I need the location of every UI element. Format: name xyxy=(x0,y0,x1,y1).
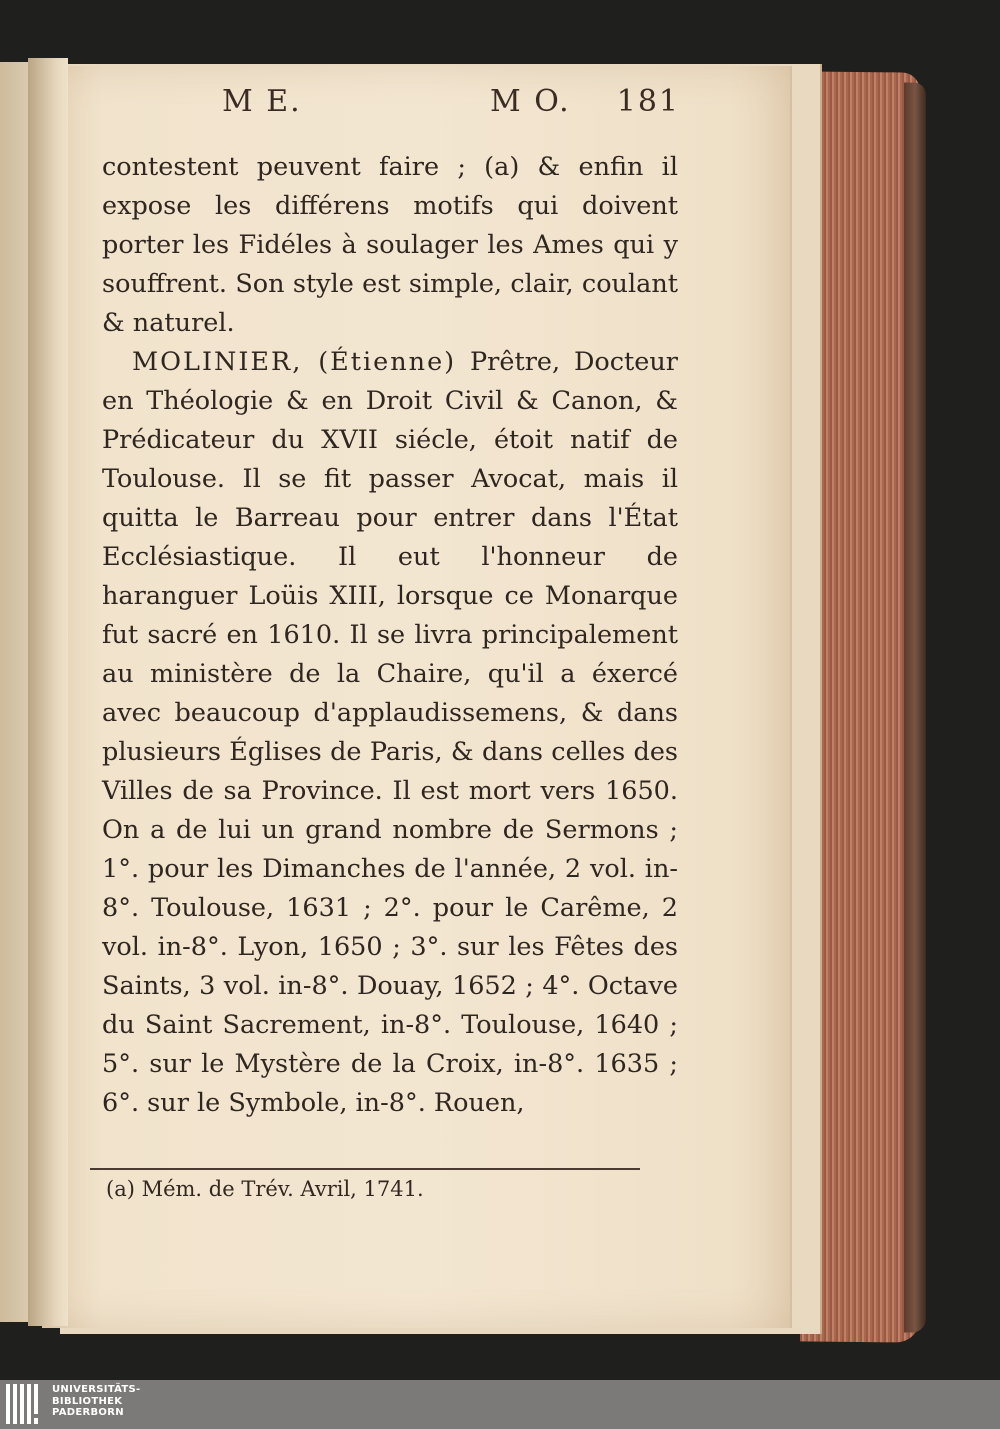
running-head-center: M O. xyxy=(490,84,571,119)
logo-line-1: UNIVERSITÄTS- xyxy=(52,1384,141,1395)
running-head-left: M E. xyxy=(222,84,302,119)
footnote: (a) Mém. de Trév. Avril, 1741. xyxy=(106,1177,424,1201)
book-gutter xyxy=(28,58,68,1326)
library-logo-text xyxy=(52,1384,141,1419)
running-head xyxy=(100,84,680,124)
paragraph-continuation: contestent peuvent faire ; (a) & enfin il expose les différens motifs qui doivent porter les Fidéles à soulager les Ames qui y souffrent. Son style est simple, clair, coulant & naturel. xyxy=(102,152,678,338)
page-body xyxy=(102,148,678,1123)
entry-name: MOLINIER, (Étienne) xyxy=(132,347,457,377)
entry-text: Prêtre, Docteur en Théologie & en Droit Civil & Canon, & Prédicateur du XVII siécle, étoit natif de Toulouse. Il se fit passer Avocat, mais il quitta le Barreau pour entrer dans l'État Ecclésiastique. Il eut l'honneur de haranguer Loüis XIII, lorsque ce Monarque fut sacré en 1610. Il se livra principalement au ministère de la Chaire, qu'il a éxercé avec beaucoup d'applaudissemens, & dans plusieurs Églises de Paris, & dans celles des Villes de sa Province. Il est mort vers 1650. On a de lui un grand nombre de Sermons ; 1°. pour les Dimanches de l'année, 2 vol. in-8°. Toulouse, 1631 ; 2°. pour le Carême, 2 vol. in-8°. Lyon, 1650 ; 3°. sur les Fêtes des Saints, 3 vol. in-8°. Douay, 1652 ; 4°. Octave du Saint Sacrement, in-8°. Toulouse, 1640 ; 5°. sur le Mystère de la Croix, in-8°. 1635 ; 6°. sur le Symbole, in-8°. Rouen, xyxy=(102,347,678,1118)
paragraph-molinier-entry xyxy=(102,343,678,1123)
library-logo-icon xyxy=(6,1384,46,1424)
library-footer-bar xyxy=(0,1380,1000,1429)
logo-line-3: PADERBORN xyxy=(52,1407,124,1418)
page-number: 181 xyxy=(616,84,680,119)
logo-line-2: BIBLIOTHEK xyxy=(52,1395,123,1407)
footnote-rule xyxy=(90,1168,640,1170)
